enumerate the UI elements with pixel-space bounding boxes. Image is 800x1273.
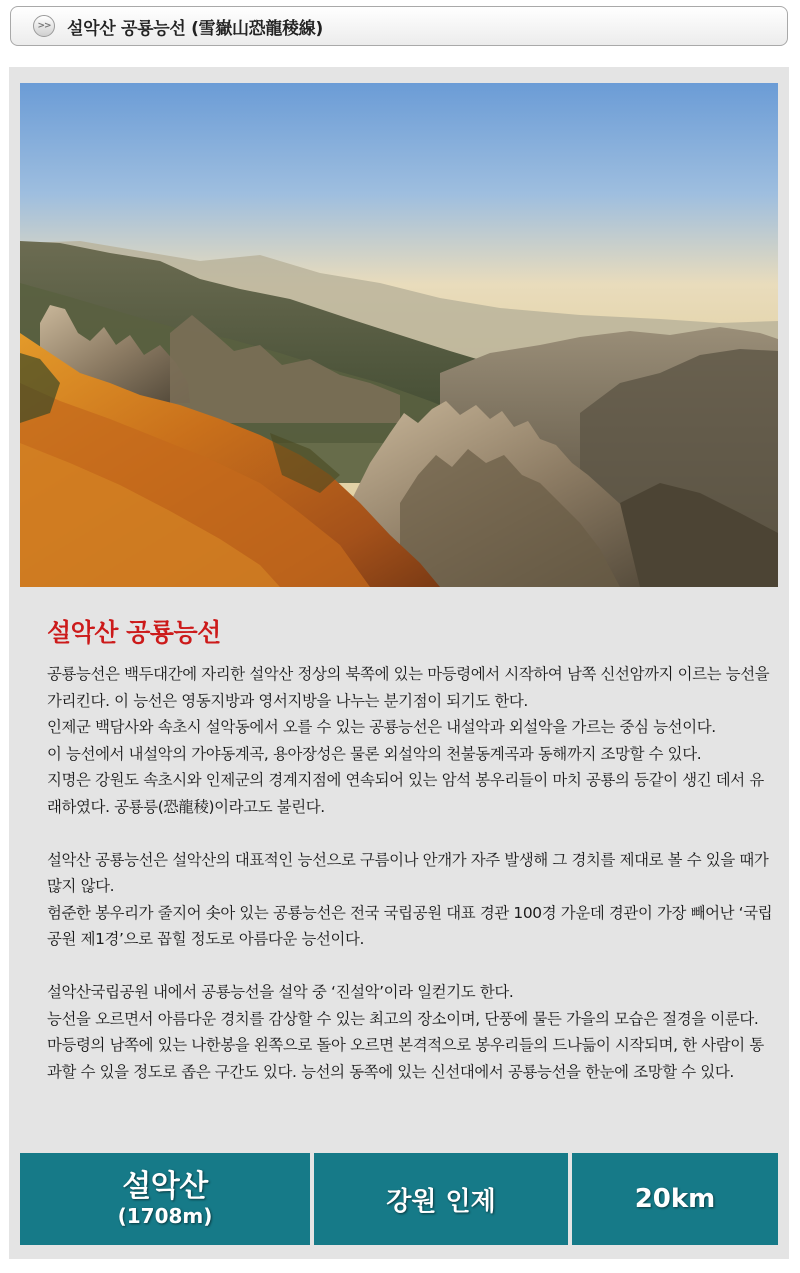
paragraph-spacer	[47, 820, 775, 847]
region-value: 강원 인제	[386, 1186, 496, 1217]
paragraph: 인제군 백담사와 속초시 설악동에서 오를 수 있는 공룡능선은 내설악과 외설악을 가르는 중심 능선이다.	[47, 718, 716, 736]
mountain-landscape-image	[20, 83, 778, 587]
distance-value: 20km	[634, 1184, 716, 1214]
title-bar	[10, 6, 788, 46]
paragraph: 이 능선에서 내설악의 가야동계곡, 용아장성은 물론 외설악의 천불동계곡과 동해까지 조망할 수 있다.	[47, 744, 702, 763]
content-panel	[9, 67, 789, 1259]
double-chevron-right-icon: >>	[33, 15, 55, 37]
paragraph: 설악산 공룡능선은 설악산의 대표적인 능선으로 구름이나 안개가 자주 발생해 그 경치를 제대로 볼 수 있을 때가 많지 않다.	[47, 850, 769, 895]
distance-box	[572, 1153, 778, 1245]
paragraph-spacer	[47, 953, 775, 980]
paragraph: 지명은 강원도 속초시와 인제군의 경계지점에 연속되어 있는 암석 봉우리들이 마치 공룡의 등같이 생긴 데서 유래하였다. 공룡릉(恐龍稜)이라고도 불린다.	[47, 771, 764, 816]
mountain-name: 설악산	[122, 1169, 208, 1204]
mountain-info-box	[20, 1153, 310, 1245]
paragraph: 공룡능선은 백두대간에 자리한 설악산 정상의 북쪽에 있는 마등령에서 시작하여 남쪽 신선암까지 이르는 능선을 가리킨다. 이 능선은 영동지방과 영서지방을 나누는 분기점이 되기도 한다.	[47, 665, 770, 710]
article-body	[47, 661, 775, 1085]
page-title: 설악산 공룡능선 (雪嶽山恐龍稜線)	[67, 18, 323, 39]
paragraph: 험준한 봉우리가 줄지어 솟아 있는 공룡능선은 전국 국립공원 대표 경관 100경 가운데 경관이 가장 빼어난 ‘국립공원 제1경’으로 꼽힐 정도로 아름다운 능선이다.	[47, 903, 773, 948]
region-box	[314, 1153, 568, 1245]
info-bar	[20, 1153, 778, 1245]
paragraph: 설악산국립공원 내에서 공룡능선을 설악 중 ‘진설악’이라 일컫기도 한다.	[47, 983, 514, 1001]
elevation-value: (1708m)	[117, 1204, 213, 1228]
paragraph: 능선을 오르면서 아름다운 경치를 감상할 수 있는 최고의 장소이며, 단풍에 물든 가을의 모습은 절경을 이룬다. 마등령의 남쪽에 있는 나한봉을 왼쪽으로 돌아 오르면 본격적으로 봉우리들의 드나듦이 시작되며, 한 사람이 통과할 수 있을 정도로 좁은 구간도 있다. 능선의 동쪽에 있는 신선대에서 공룡능선을 한눈에 조망할 수 있다.	[47, 1009, 764, 1081]
article-heading: 설악산 공룡능선	[47, 618, 221, 647]
mountain-photo	[20, 83, 778, 587]
